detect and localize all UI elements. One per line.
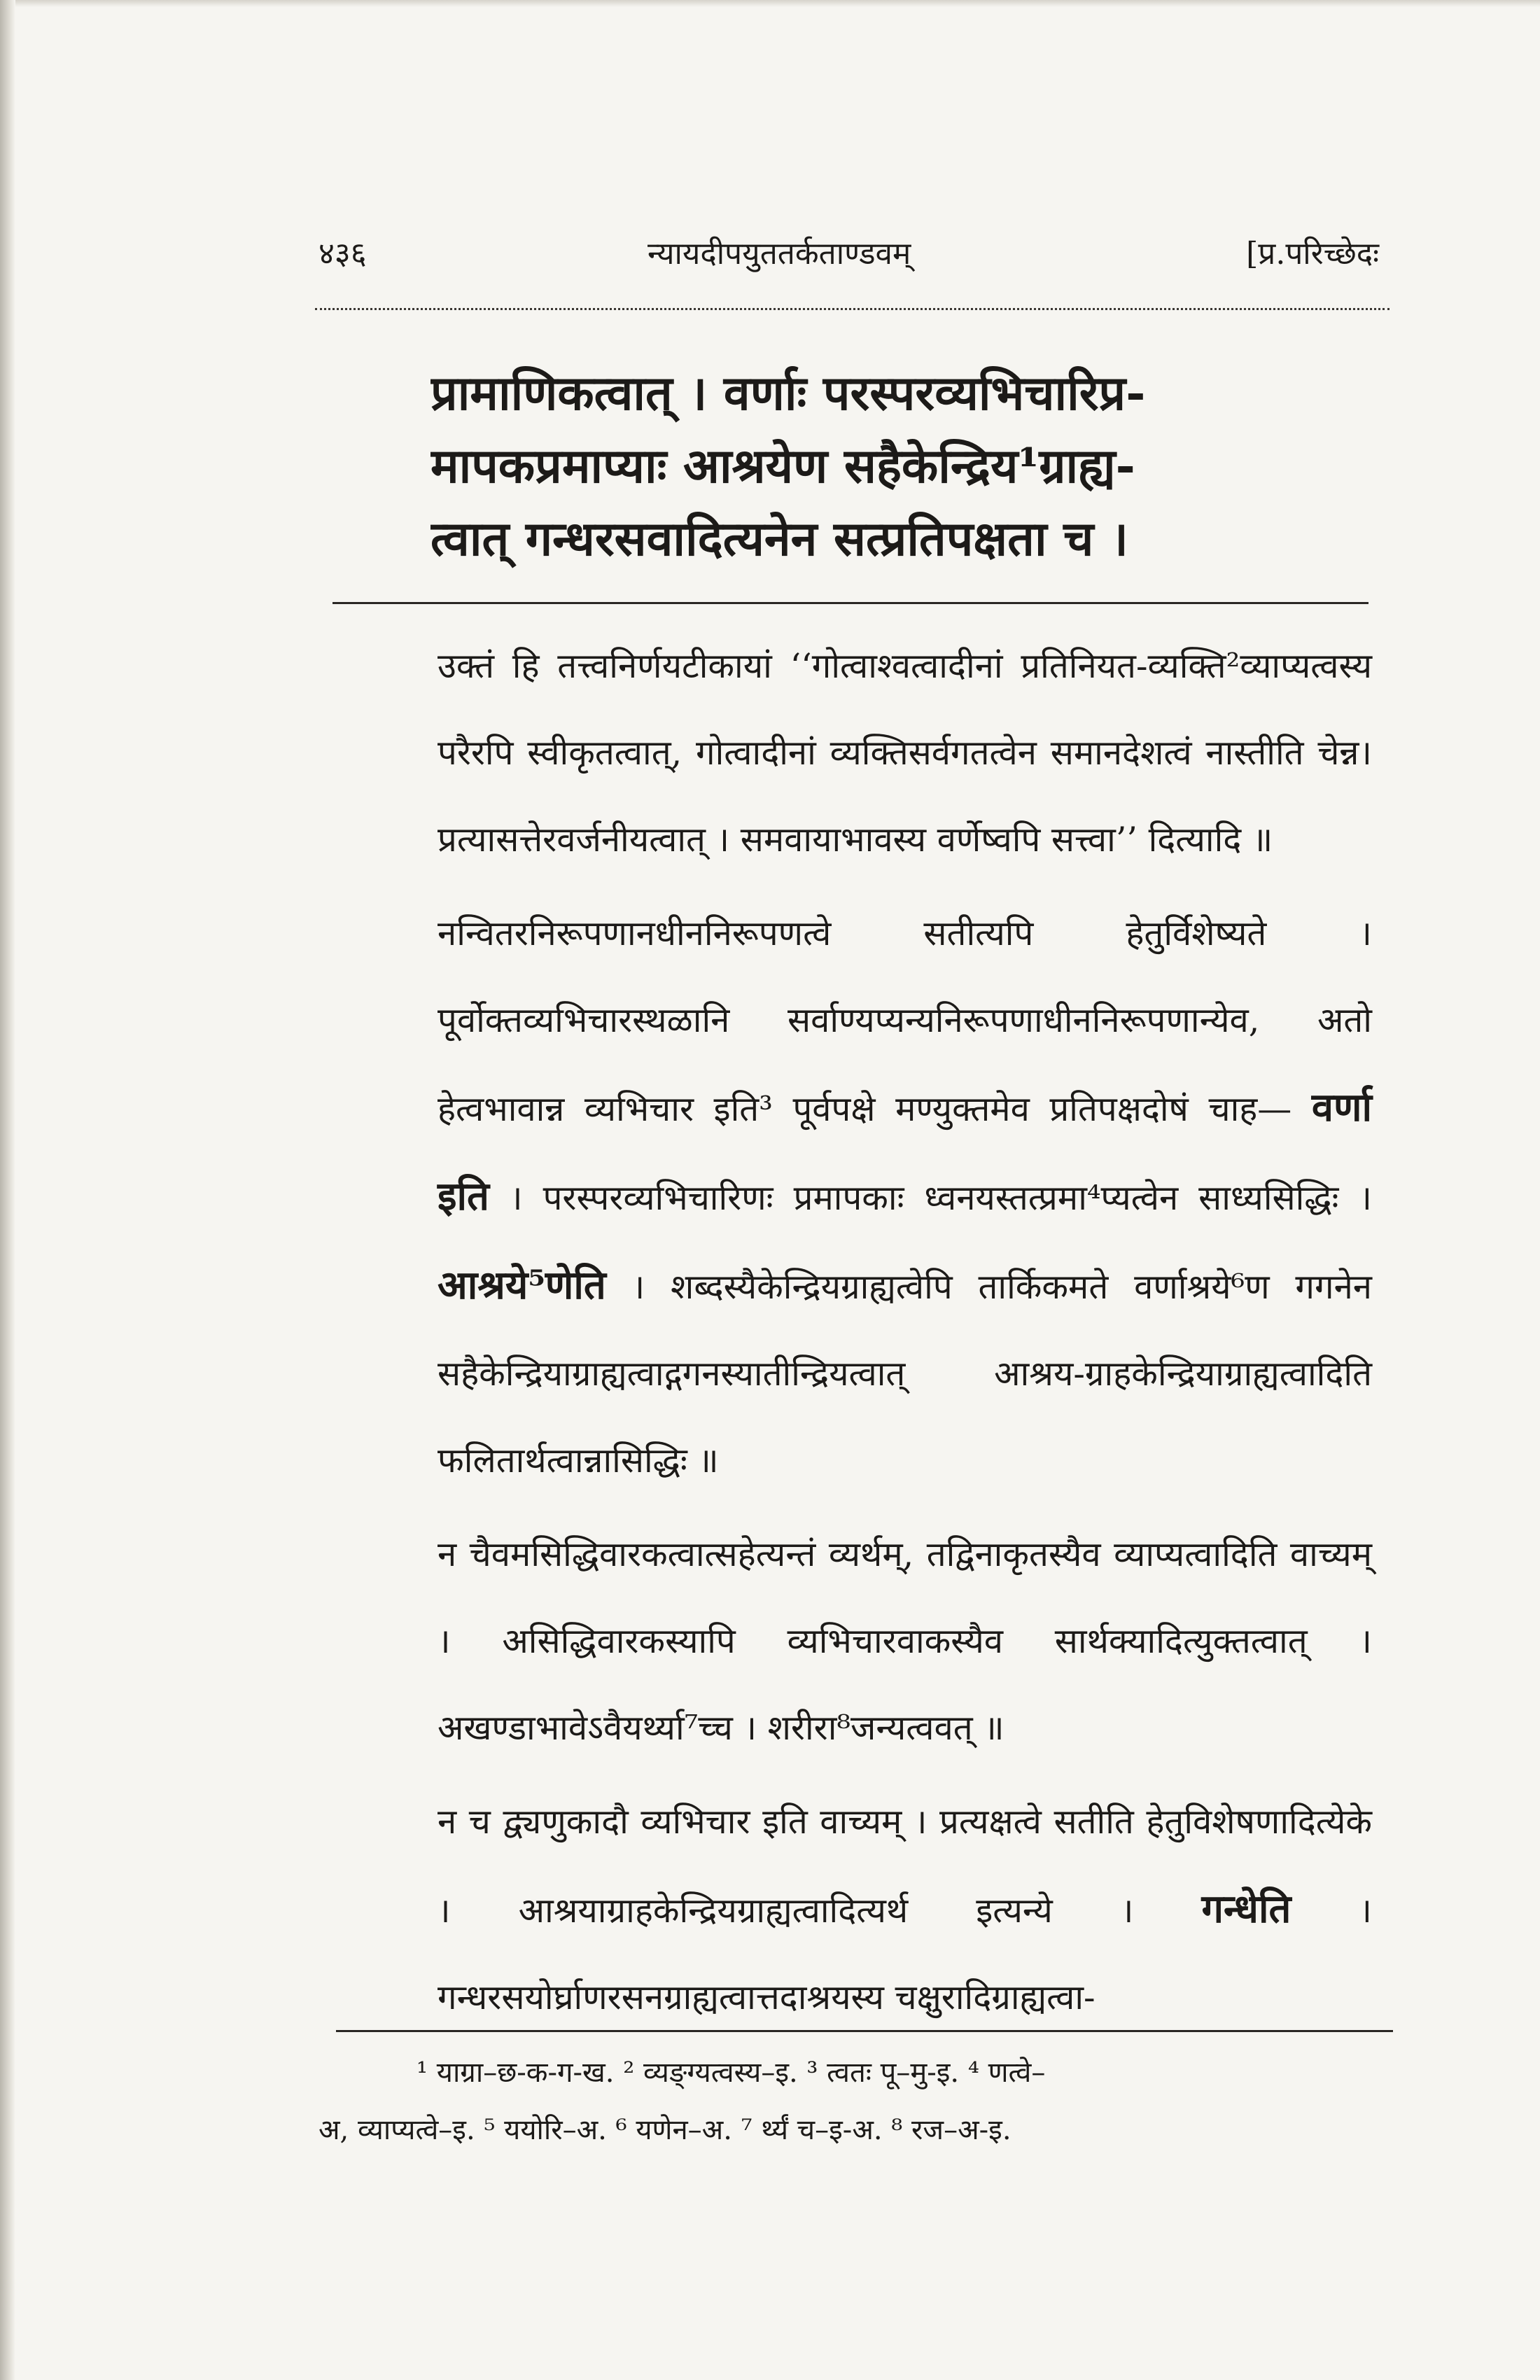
paragraph-2-text-a: नन्वितरनिरूपणानधीननिरूपणत्वे सतीत्यपि हेतुर्विशेष्यते । पूर्वोक्तव्यभिचारस्थळानि सर्वाण्यप्यन्यनिरूपणाधीननिरूपणान्येव, अतो हेत्वभावान्न व्यभिचार इति³ पूर्वपक्षे मण्युक्तमेव प्रतिपक्षदोषं चाह— [438, 913, 1372, 1129]
footnote-line: ¹ याग्रा–छ-क-ग-ख. ² व्यङ्ग्यत्वस्य–इ. ³ त्वतः पू–मु-इ. ⁴ णत्वे– [416, 2057, 1046, 2089]
verse-block [430, 357, 1264, 575]
paragraph-4-text-b: । गन्धरसयोर्घ्राणरसनग्राह्यत्वात्तदाश्रयस्य चक्षुरादिग्राह्यत्वा- [438, 1891, 1372, 2017]
keyword-varna-iti: वर्णा इति [438, 1084, 1372, 1219]
header-rule [315, 308, 1390, 310]
footnotes [318, 2044, 1390, 2159]
keyword-gandheti: गन्धेति [1201, 1886, 1292, 1932]
keyword-ashrayeneti: आश्रये⁵णेति [438, 1262, 606, 1308]
verse-rule [332, 602, 1368, 604]
page-binding-edge [0, 0, 15, 2380]
paragraph-4 [318, 1779, 1372, 2041]
verse-line: त्वात् गन्धरसवादित्यनेन सत्प्रतिपक्षता च । [430, 511, 1128, 567]
paragraph-3: न चैवमसिद्धिवारकत्वात्सहेत्यन्तं व्यर्थम्, तद्विनाकृतस्यैव व्याप्यत्वादिति वाच्यम् । असिद्धिवारकस्यापि व्यभिचारवाकस्यैव सार्थक्यादित्युक्तत्वात् । अखण्डाभावेऽवैयर्थ्या⁷च्च । शरीरा⁸जन्यत्ववत् ॥ [438, 1534, 1372, 1748]
paragraph-1: उक्तं हि तत्त्वनिर्णयटीकायां ‘‘गोत्वाश्वत्वादीनां प्रतिनियत-व्यक्ति²व्याप्यत्वस्य परैरपि स्वीकृतत्वात्, गोत्वादीनां व्यक्तिसर्वगतत्वेन समानदेशत्वं नास्तीति चेन्न। प्रत्यासत्तेरवर्जनीयत्वात् । समवायाभावस्य वर्णेष्वपि सत्त्वा’’ दित्यादि ॥ [438, 646, 1372, 860]
footnote-rule [336, 2030, 1393, 2032]
paragraph-2 [318, 890, 1372, 1504]
commentary [318, 623, 1372, 2041]
page-top-edge [0, 0, 1540, 7]
verse-line: प्रामाणिकत्वात् । वर्णाः परस्परव्यभिचारिप्र- [430, 365, 1146, 421]
page-header [318, 231, 1379, 280]
footnote-line: अ, व्याप्यत्वे–इ. ⁵ ययोरि–अ. ⁶ यणेन–अ. ⁷ र्थ्यं च–इ-अ. ⁸ रज–अ-इ. [318, 2114, 1011, 2146]
running-title: न्यायदीपयुततर्कताण्डवम् [648, 236, 911, 272]
paragraph-4-text-a: न च द्व्यणुकादौ व्यभिचार इति वाच्यम् । प्रत्यक्षत्वे सतीति हेतुविशेषणादित्येके । आश्रयाग्राहकेन्द्रियग्राह्यत्वादित्यर्थ इत्यन्ये । [438, 1802, 1372, 1931]
section-label: [प्र.परिच्छेदः [1246, 236, 1379, 272]
page-number: ४३६ [318, 236, 367, 272]
verse-line: मापकप्रमाप्याः आश्रयेण सहैकेन्द्रिय¹ग्राह्य- [430, 438, 1135, 494]
paragraph-2-text-c: । शब्दस्यैकेन्द्रियग्राह्यत्वेपि तार्किकमते वर्णाश्रये⁶ण गगनेन सहैकेन्द्रियाग्राह्यत्वाद्गगनस्यातीन्द्रियत्वात् आश्रय-ग्राहकेन्द्रियाग्राह्यत्वादिति फलितार्थत्वान्नासिद्धिः ॥ [438, 1267, 1372, 1480]
paragraph-2-text-b: । परस्परव्यभिचारिणः प्रमापकाः ध्वनयस्तत्प्रमा⁴प्यत्वेन साध्यसिद्धिः । [509, 1178, 1373, 1218]
